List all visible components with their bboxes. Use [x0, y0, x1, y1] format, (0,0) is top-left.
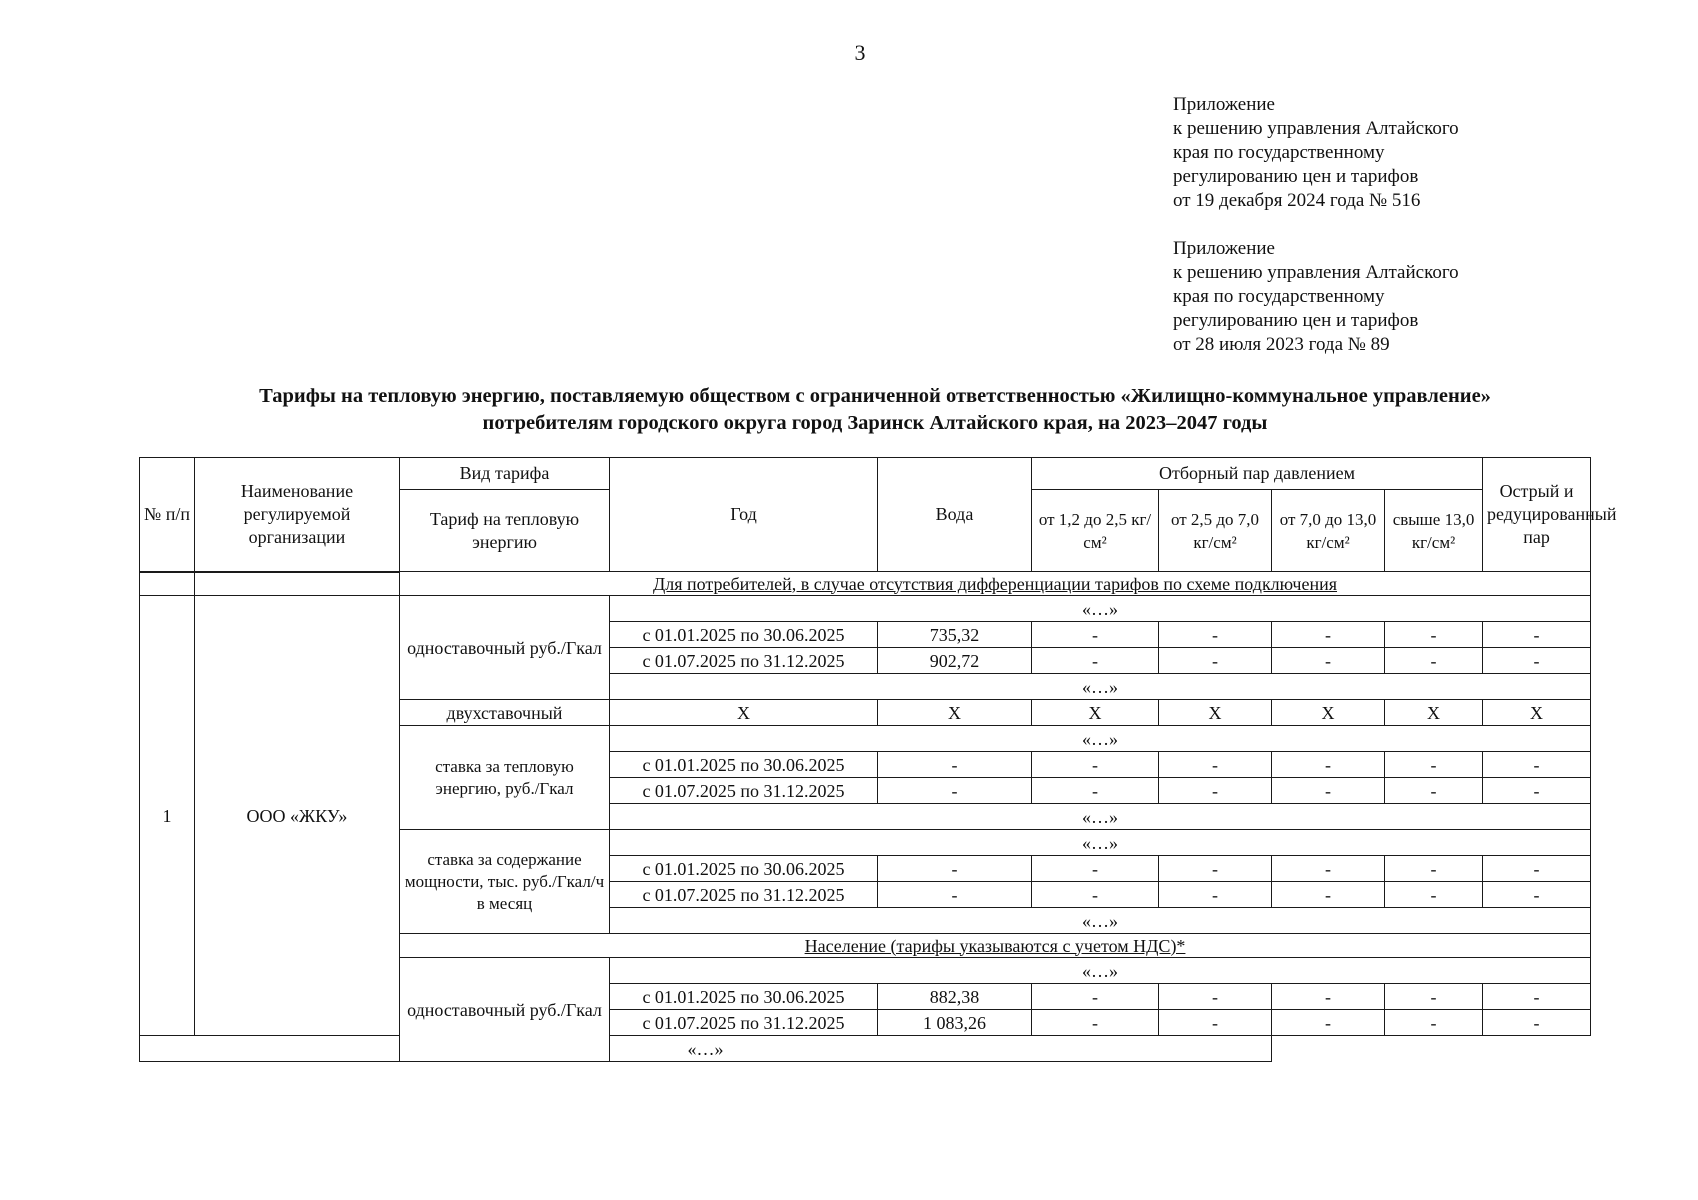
- header-sharp-steam: Острый и редуцированный пар: [1483, 458, 1591, 572]
- ellipsis-row: «…»: [610, 804, 1591, 830]
- value-water: 882,38: [878, 984, 1032, 1010]
- period-cell: с 01.01.2025 по 30.06.2025: [610, 752, 878, 778]
- value-dash: -: [1272, 648, 1385, 674]
- value-x: Х: [878, 700, 1032, 726]
- value-dash: -: [1159, 622, 1272, 648]
- value-dash: -: [1385, 778, 1483, 804]
- period-cell: с 01.07.2025 по 31.12.2025: [610, 882, 878, 908]
- header-year: Год: [610, 458, 878, 572]
- value-dash: -: [1159, 752, 1272, 778]
- value-dash: -: [1272, 856, 1385, 882]
- row-number: 1: [140, 596, 195, 1036]
- value-dash: -: [1272, 778, 1385, 804]
- value-dash: -: [1483, 984, 1591, 1010]
- ellipsis-row: «…»: [610, 674, 1591, 700]
- header-heat-tariff: Тариф на тепловую энергию: [400, 490, 610, 572]
- value-dash: -: [1385, 1010, 1483, 1036]
- value-dash: -: [1032, 1010, 1159, 1036]
- value-x: Х: [1032, 700, 1159, 726]
- ellipsis-row: «…»: [610, 726, 1591, 752]
- tariff-two-rate: двухставочный: [400, 700, 610, 726]
- value-dash: -: [878, 856, 1032, 882]
- value-dash: -: [1159, 882, 1272, 908]
- appendix-line: от 19 декабря 2024 года № 516: [1173, 190, 1421, 211]
- value-dash: -: [878, 778, 1032, 804]
- header-pressure-1: от 1,2 до 2,5 кг/см²: [1032, 490, 1159, 572]
- period-cell: с 01.07.2025 по 31.12.2025: [610, 778, 878, 804]
- header-tariff-kind: Вид тарифа: [400, 458, 610, 490]
- ellipsis-row: «…»: [610, 908, 1591, 934]
- value-dash: -: [1159, 984, 1272, 1010]
- ellipsis-row: «…»: [610, 958, 1591, 984]
- value-dash: -: [1032, 984, 1159, 1010]
- appendix-line: Приложение: [1173, 94, 1275, 115]
- value-dash: -: [1159, 856, 1272, 882]
- value-dash: -: [1385, 752, 1483, 778]
- tariff-population-single: одноставочный руб./Гкал: [400, 958, 610, 1062]
- value-dash: -: [878, 752, 1032, 778]
- period-cell: с 01.07.2025 по 31.12.2025: [610, 1010, 878, 1036]
- value-x: Х: [610, 700, 878, 726]
- value-dash: -: [1032, 648, 1159, 674]
- tariff-capacity-rate: ставка за содержание мощности, тыс. руб./Гкал/ч в месяц: [400, 830, 610, 934]
- header-pressure-2: от 2,5 до 7,0 кг/см²: [1159, 490, 1272, 572]
- tariff-table: [139, 457, 1617, 1062]
- value-dash: -: [1032, 752, 1159, 778]
- value-dash: -: [1272, 984, 1385, 1010]
- value-water: 735,32: [878, 622, 1032, 648]
- appendix-line: к решению управления Алтайского: [1173, 118, 1459, 139]
- value-dash: -: [1032, 778, 1159, 804]
- appendix-line: к решению управления Алтайского: [1173, 262, 1459, 283]
- appendix-line: регулированию цен и тарифов: [1173, 166, 1419, 187]
- page-number: 3: [854, 40, 866, 65]
- value-dash: -: [1483, 1010, 1591, 1036]
- period-cell: с 01.01.2025 по 30.06.2025: [610, 984, 878, 1010]
- document-title: [130, 383, 1620, 437]
- period-cell: с 01.01.2025 по 30.06.2025: [610, 856, 878, 882]
- value-dash: -: [1032, 882, 1159, 908]
- tariff-energy-rate: ставка за тепловую энергию, руб./Гкал: [400, 726, 610, 830]
- value-dash: -: [1385, 648, 1483, 674]
- value-dash: -: [1385, 856, 1483, 882]
- value-dash: -: [1272, 1010, 1385, 1036]
- appendix-line: края по государственному: [1173, 142, 1385, 163]
- value-water: 1 083,26: [878, 1010, 1032, 1036]
- header-water: Вода: [878, 458, 1032, 572]
- value-dash: -: [1159, 648, 1272, 674]
- value-dash: -: [1159, 778, 1272, 804]
- organization-name: ООО «ЖКУ»: [195, 596, 400, 1036]
- value-dash: -: [878, 882, 1032, 908]
- value-dash: -: [1483, 752, 1591, 778]
- value-dash: -: [1483, 856, 1591, 882]
- appendix-note-current: [1173, 93, 1593, 213]
- value-dash: -: [1385, 984, 1483, 1010]
- header-pressure-3: от 7,0 до 13,0 кг/см²: [1272, 490, 1385, 572]
- value-dash: -: [1385, 882, 1483, 908]
- value-dash: -: [1483, 882, 1591, 908]
- appendix-note-original: [1173, 237, 1593, 357]
- value-dash: -: [1272, 752, 1385, 778]
- value-x: Х: [1159, 700, 1272, 726]
- appendix-line: края по государственному: [1173, 286, 1385, 307]
- value-x: Х: [1272, 700, 1385, 726]
- ellipsis-row: «…»: [140, 1036, 1272, 1062]
- value-dash: -: [1159, 1010, 1272, 1036]
- value-dash: -: [1483, 622, 1591, 648]
- value-dash: -: [1272, 882, 1385, 908]
- value-x: Х: [1483, 700, 1591, 726]
- spacer-cell: [195, 572, 400, 596]
- header-pressure-4: свыше 13,0 кг/см²: [1385, 490, 1483, 572]
- period-cell: с 01.01.2025 по 30.06.2025: [610, 622, 878, 648]
- value-dash: -: [1483, 648, 1591, 674]
- header-organization: Наименование регулируемой организации: [195, 458, 400, 572]
- value-dash: -: [1483, 778, 1591, 804]
- value-water: 902,72: [878, 648, 1032, 674]
- spacer-cell: [140, 572, 195, 596]
- section-population: Население (тарифы указываются с учетом НДС)*: [400, 934, 1591, 958]
- period-cell: с 01.07.2025 по 31.12.2025: [610, 648, 878, 674]
- appendix-line: от 28 июля 2023 года № 89: [1173, 334, 1390, 355]
- header-number: № п/п: [140, 458, 195, 572]
- title-line-2: потребителям городского округа город Заринск Алтайского края, на 2023–2047 годы: [482, 412, 1268, 434]
- value-x: Х: [1385, 700, 1483, 726]
- appendix-line: Приложение: [1173, 238, 1275, 259]
- ellipsis-row: «…»: [610, 596, 1591, 622]
- title-line-1: Тарифы на тепловую энергию, поставляемую обществом с ограниченной ответственностью «Жилищно-коммунальное управление»: [259, 385, 1491, 407]
- value-dash: -: [1032, 622, 1159, 648]
- ellipsis-row: «…»: [610, 830, 1591, 856]
- header-steam: Отборный пар давлением: [1032, 458, 1483, 490]
- section-general: Для потребителей, в случае отсутствия дифференциации тарифов по схеме подключения: [400, 572, 1591, 596]
- value-dash: -: [1272, 622, 1385, 648]
- value-dash: -: [1385, 622, 1483, 648]
- value-dash: -: [1032, 856, 1159, 882]
- appendix-line: регулированию цен и тарифов: [1173, 310, 1419, 331]
- tariff-single-rate: одноставочный руб./Гкал: [400, 596, 610, 700]
